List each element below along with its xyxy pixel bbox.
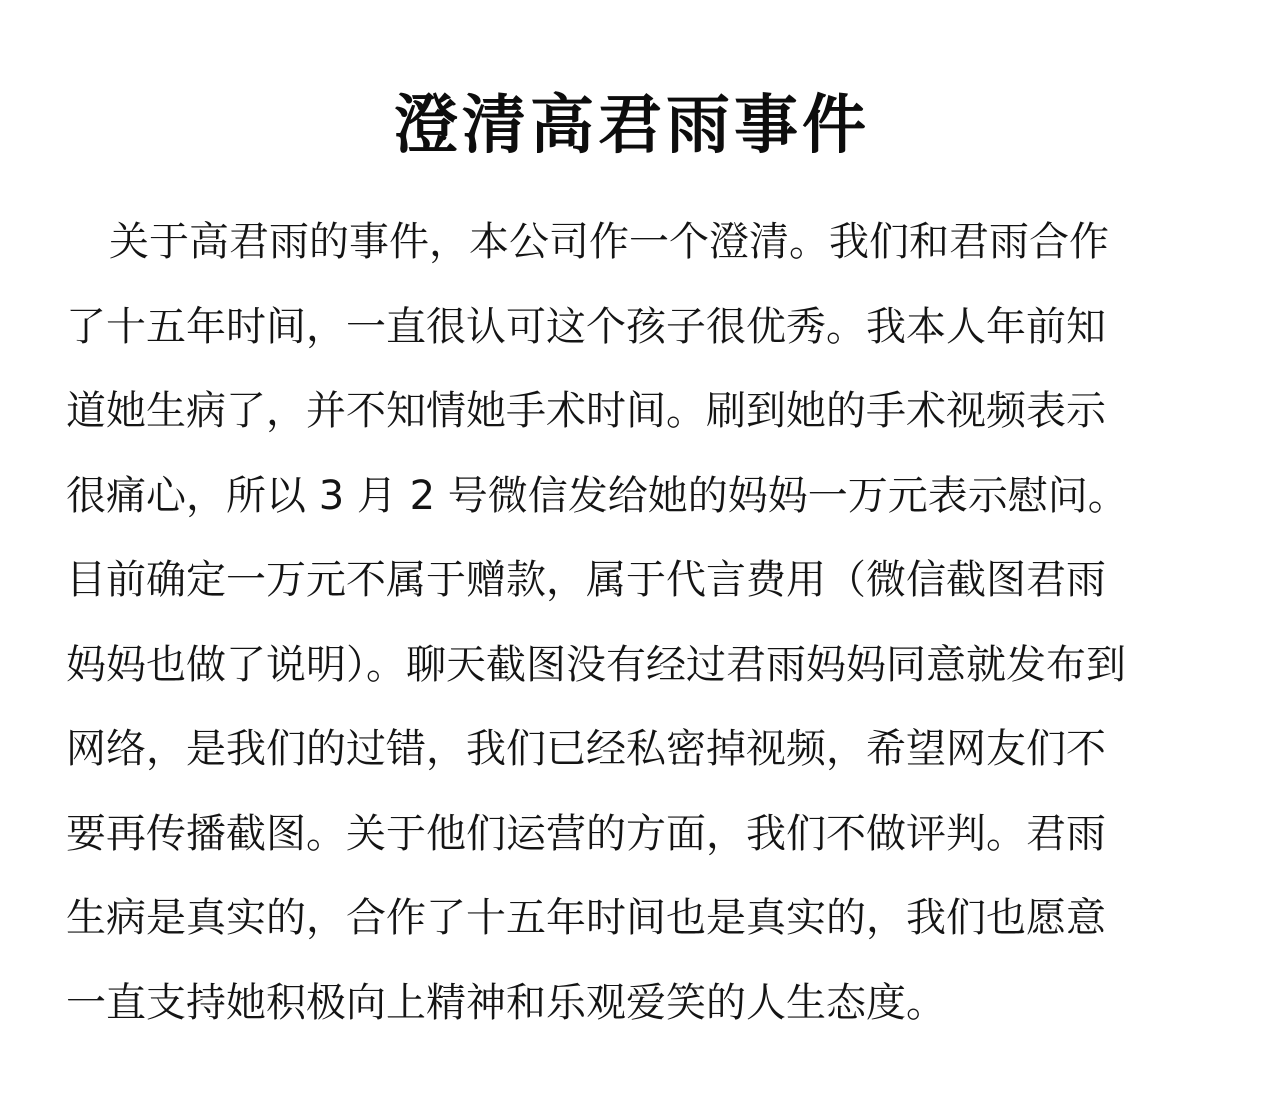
statement-line: 要再传播截图。关于他们运营的方面，我们不做评判。君雨 <box>66 810 1106 857</box>
statement-line: 了十五年时间，一直很认可这个孩子很优秀。我本人年前知 <box>66 303 1106 350</box>
statement-line: 生病是真实的，合作了十五年时间也是真实的，我们也愿意 <box>66 895 1106 941</box>
document-title: 澄清高君雨事件 <box>394 89 870 163</box>
statement-line: 关于高君雨的事件，本公司作一个澄清。我们和君雨合作 <box>109 219 1109 265</box>
statement-body <box>66 210 1206 1055</box>
statement-line: 一直支持她积极向上精神和乐观爱笑的人生态度。 <box>66 979 946 1026</box>
statement-line: 网络，是我们的过错，我们已经私密掉视频，希望网友们不 <box>66 726 1106 772</box>
statement-line: 很痛心，所以 3 月 2 号微信发给她的妈妈一万元表示慰问。 <box>66 472 1128 519</box>
statement-line: 目前确定一万元不属于赠款，属于代言费用（微信截图君雨 <box>66 557 1106 603</box>
statement-line: 道她生病了，并不知情她手术时间。刷到她的手术视频表示 <box>66 388 1106 434</box>
statement-line: 妈妈也做了说明）。聊天截图没有经过君雨妈妈同意就发布到 <box>66 641 1126 688</box>
